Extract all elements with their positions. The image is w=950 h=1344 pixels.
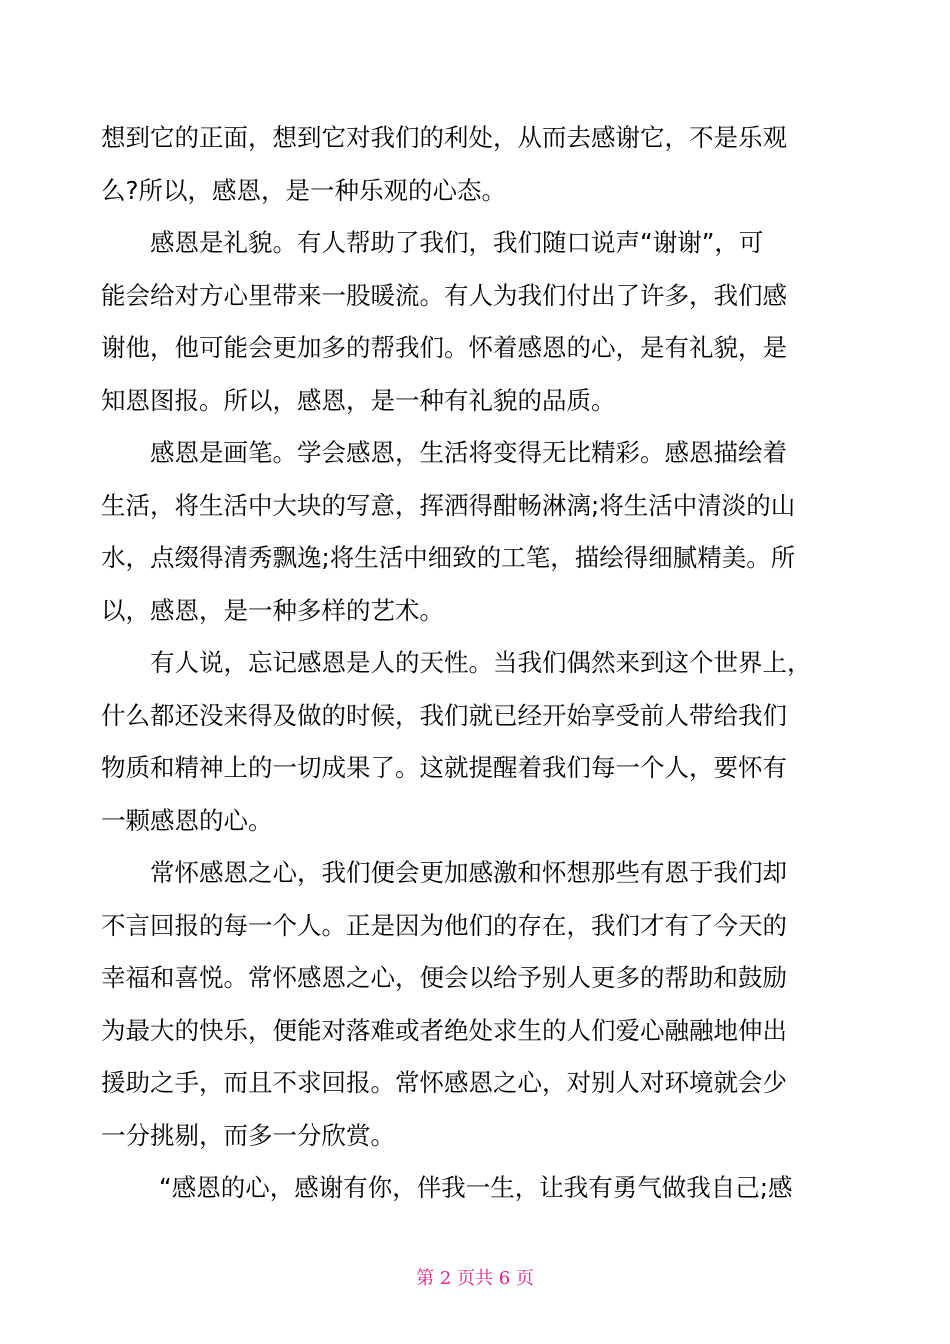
text-line: 能会给对方心里带来一股暖流。有人为我们付出了许多，我们感 [101,280,787,310]
paragraph-start-line: “感恩的心，感谢有你，伴我一生，让我有勇气做我自己;感 [159,1173,793,1202]
paragraph-start-line: 感恩是礼貌。有人帮助了我们，我们随口说声“谢谢”，可 [150,228,764,257]
text-line: 不言回报的每一个人。正是因为他们的存在，我们才有了今天的 [101,910,787,940]
paragraph-start-line: 常怀感恩之心，我们便会更加感激和怀想那些有恩于我们却 [150,858,787,887]
document-body [101,112,841,1215]
text-line: 什么都还没来得及做的时候，我们就已经开始享受前人带给我们 [101,700,787,730]
text-line: 幸福和喜悦。常怀感恩之心，便会以给予别人更多的帮助和鼓励 [101,963,787,992]
text-line: 生活，将生活中大块的写意，挥洒得酣畅淋漓;将生活中清淡的山 [101,490,796,520]
text-line: 援助之手，而且不求回报。常怀感恩之心，对别人对环境就会少 [101,1068,787,1097]
text-line: 以，感恩，是一种多样的艺术。 [101,595,444,625]
paragraph-start-line: 有人说，忘记感恩是人的天性。当我们偶然来到这个世界上， [150,648,812,677]
text-line: 水，点缀得清秀飘逸;将生活中细致的工笔，描绘得细腻精美。所 [101,543,796,572]
text-line: 么?所以，感恩，是一种乐观的心态。 [101,175,507,205]
text-line: 物质和精神上的一切成果了。这就提醒着我们每一个人，要怀有 [101,753,787,782]
text-line: 一分挑剔，而多一分欣赏。 [101,1120,395,1150]
text-line: 一颗感恩的心。 [101,805,273,835]
text-line: 为最大的快乐，便能对落难或者绝处求生的人们爱心融融地伸出 [101,1015,787,1045]
text-line: 知恩图报。所以，感恩，是一种有礼貌的品质。 [101,385,616,415]
text-line: 谢他，他可能会更加多的帮我们。怀着感恩的心，是有礼貌，是 [101,333,787,362]
page-number-footer: 第 2 页共 6 页 [416,1268,534,1289]
paragraph-start-line: 感恩是画笔。学会感恩，生活将变得无比精彩。感恩描绘着 [150,438,787,467]
text-line: 想到它的正面，想到它对我们的利处，从而去感谢它，不是乐观 [101,123,787,152]
